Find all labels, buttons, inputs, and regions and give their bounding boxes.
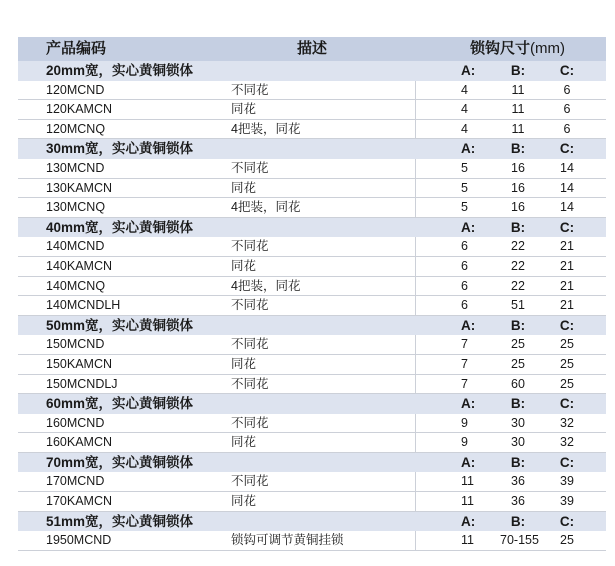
product-code: 150MCNDLJ [46,376,118,391]
group-label-b: B: [510,317,526,333]
dimension-c: 25 [560,533,574,548]
group-header-row [18,316,606,336]
dimension-b: 22 [511,258,525,273]
dimension-c: 14 [560,200,574,215]
dimension-b: 22 [511,278,525,293]
group-label-c: C: [559,513,575,529]
header-shackle-dimensions [470,37,565,61]
dimension-b: 36 [511,474,525,489]
product-description: 不同花 [231,376,269,391]
table-row [18,100,606,120]
dimension-a: 6 [461,278,468,293]
group-label-c: C: [559,396,575,412]
column-divider [415,120,416,139]
column-divider [415,433,416,452]
table-row [18,237,606,257]
group-label-a: A: [461,219,476,235]
dimension-b: 51 [511,298,525,313]
dimension-c: 21 [560,298,574,313]
group-title: 50mm宽，实心黄铜锁体 [46,317,194,333]
table-row [18,81,606,101]
product-description: 不同花 [231,239,269,254]
group-label-b: B: [510,396,526,412]
table-row [18,335,606,355]
group-header-row [18,61,606,81]
column-divider [415,296,416,315]
lock-spec-table [18,37,606,551]
group-label-c: C: [559,141,575,157]
dimension-b: 16 [511,200,525,215]
table-row [18,355,606,375]
dimension-c: 39 [560,474,574,489]
dimension-c: 39 [560,494,574,509]
dimension-a: 4 [461,82,468,97]
dimension-a: 7 [461,356,468,371]
group-label-c: C: [559,63,575,78]
dimension-b: 25 [511,337,525,352]
product-code: 140MCND [46,239,105,254]
group-label-b: B: [510,513,526,529]
table-row [18,198,606,218]
product-description: 同花 [231,356,257,371]
product-code: 140MCNQ [46,278,106,293]
group-label-a: A: [461,454,476,470]
product-code: 120MCNQ [46,121,106,136]
group-title: 70mm宽，实心黄铜锁体 [46,454,194,470]
dimension-c: 21 [560,258,574,273]
column-divider [415,335,416,354]
group-label-c: C: [559,317,575,333]
product-code: 150KAMCN [46,356,112,371]
table-row [18,120,606,140]
product-description: 不同花 [231,474,269,489]
dimension-a: 7 [461,337,468,352]
table-body [18,61,606,551]
product-description: 不同花 [231,415,269,430]
product-description: 锁钩可调节黄铜挂锁 [231,533,344,548]
group-header-row [18,139,606,159]
dimension-b: 11 [511,121,525,136]
column-divider [415,159,416,178]
dimension-c: 25 [560,376,574,391]
column-divider [415,198,416,217]
product-description: 4把装，同花 [231,278,301,293]
header-product-code: 产品编码 [46,40,107,57]
column-divider [415,179,416,198]
dimension-c: 32 [560,435,574,450]
dimension-b: 11 [511,102,525,117]
dimension-a: 11 [461,494,474,509]
group-label-a: A: [461,317,476,333]
group-header-row [18,453,606,473]
dimension-c: 14 [560,180,574,195]
group-title: 60mm宽，实心黄铜锁体 [46,396,194,412]
table-row [18,492,606,512]
dimension-b: 11 [511,82,525,97]
dimension-b: 16 [511,160,525,175]
table-row [18,159,606,179]
dimension-c: 6 [563,82,571,97]
dimension-a: 4 [461,121,468,136]
table-row [18,277,606,297]
column-divider [415,100,416,119]
product-description: 不同花 [231,82,269,97]
dimension-c: 6 [563,102,571,117]
table-row [18,257,606,277]
dimension-b: 25 [511,356,525,371]
dimension-b: 30 [511,415,525,430]
dimension-a: 5 [461,160,468,175]
dimension-b: 60 [511,376,525,391]
column-divider [415,257,416,276]
dimension-b: 22 [511,239,525,254]
column-divider [415,375,416,394]
product-code: 140KAMCN [46,258,112,273]
product-description: 同花 [231,102,257,117]
group-label-b: B: [510,219,526,235]
product-description: 不同花 [231,337,269,352]
group-title: 20mm宽，实心黄铜锁体 [46,63,194,78]
column-divider [415,277,416,296]
dimension-a: 6 [461,298,468,313]
column-divider [415,472,416,491]
product-code: 1950MCND [46,533,112,548]
header-description: 描述 [297,40,328,57]
dimension-a: 11 [461,533,474,548]
dimension-c: 25 [560,356,574,371]
product-code: 120KAMCN [46,102,112,117]
column-divider [415,414,416,433]
product-code: 170KAMCN [46,494,112,509]
product-code: 120MCND [46,82,105,97]
dimension-c: 21 [560,239,574,254]
product-code: 160MCND [46,415,105,430]
table-row [18,296,606,316]
product-description: 同花 [231,435,257,450]
group-label-a: A: [461,513,476,529]
group-label-c: C: [559,219,575,235]
group-label-a: A: [461,141,476,157]
table-row [18,531,606,551]
product-code: 130MCND [46,160,105,175]
table-row [18,472,606,492]
dimension-b: 70-155 [500,533,539,548]
column-divider [415,81,416,100]
group-label-b: B: [510,454,526,470]
product-description: 同花 [231,494,257,509]
group-label-c: C: [559,454,575,470]
dimension-a: 5 [461,180,468,195]
dimension-b: 30 [511,435,525,450]
product-code: 150MCND [46,337,105,352]
group-label-a: A: [461,63,476,78]
column-divider [415,492,416,511]
dimension-a: 5 [461,200,468,215]
column-divider [415,531,416,550]
table-row [18,179,606,199]
header-dimensions-unit: (mm) [530,40,565,57]
product-description: 同花 [231,180,257,195]
table-header-row [18,37,606,61]
table-row [18,375,606,395]
table-row [18,433,606,453]
group-header-row [18,394,606,414]
product-code: 130MCNQ [46,200,106,215]
product-description: 4把装，同花 [231,121,301,136]
group-label-a: A: [461,396,476,412]
group-label-b: B: [510,141,526,157]
product-code: 170MCND [46,474,105,489]
product-code: 140MCNDLH [46,298,121,313]
dimension-c: 14 [560,160,574,175]
column-divider [415,355,416,374]
product-code: 130KAMCN [46,180,112,195]
group-header-row [18,512,606,532]
dimension-a: 4 [461,102,468,117]
group-title: 30mm宽，实心黄铜锁体 [46,141,194,157]
group-title: 51mm宽，实心黄铜锁体 [46,513,194,529]
group-title: 40mm宽，实心黄铜锁体 [46,219,194,235]
dimension-c: 21 [560,278,574,293]
dimension-a: 9 [461,435,468,450]
column-divider [415,237,416,256]
product-description: 不同花 [231,160,269,175]
dimension-c: 6 [563,121,571,136]
group-header-row [18,218,606,238]
product-description: 不同花 [231,298,269,313]
dimension-a: 9 [461,415,468,430]
header-dimensions-label: 锁钩尺寸 [470,40,531,57]
dimension-b: 36 [511,494,525,509]
dimension-c: 32 [560,415,574,430]
dimension-b: 16 [511,180,525,195]
dimension-a: 6 [461,258,468,273]
group-label-b: B: [510,63,526,78]
dimension-a: 7 [461,376,468,391]
dimension-a: 11 [461,474,474,489]
dimension-c: 25 [560,337,574,352]
table-row [18,414,606,434]
product-code: 160KAMCN [46,435,112,450]
product-description: 4把装，同花 [231,200,301,215]
dimension-a: 6 [461,239,468,254]
product-description: 同花 [231,258,257,273]
